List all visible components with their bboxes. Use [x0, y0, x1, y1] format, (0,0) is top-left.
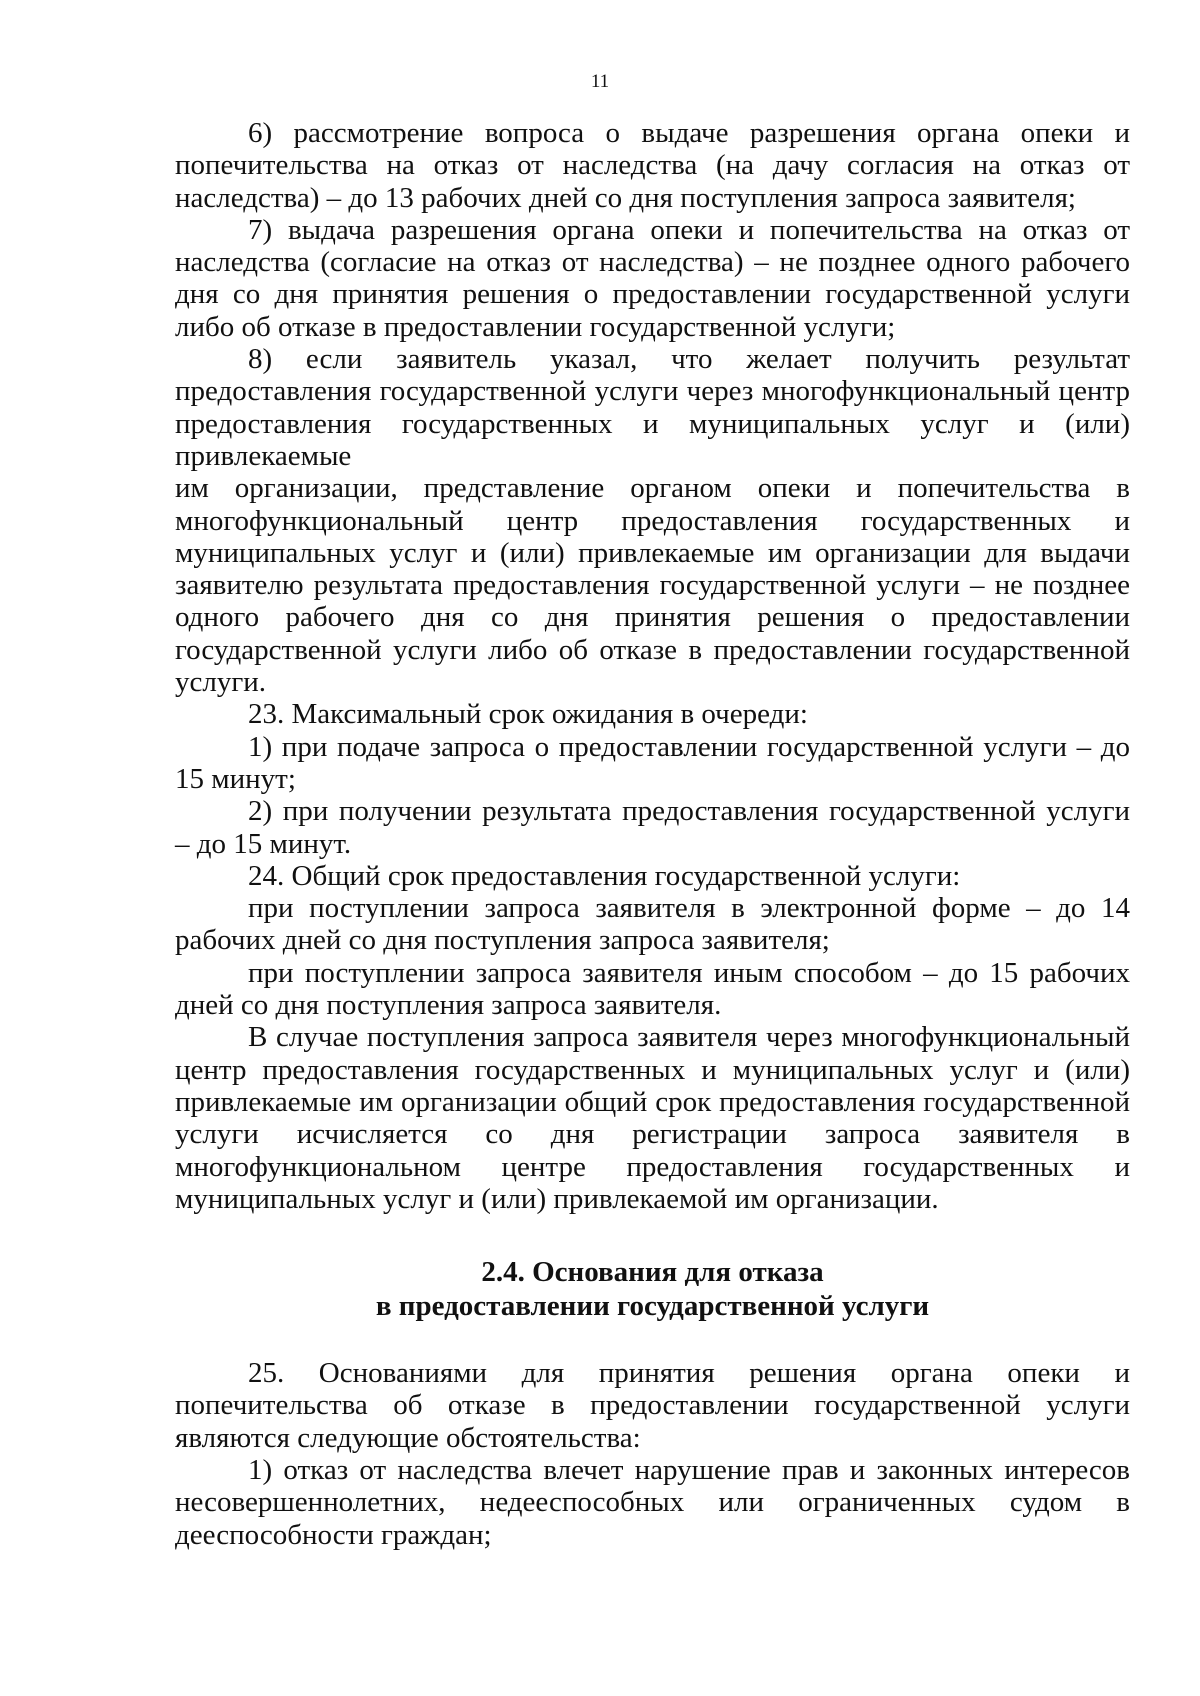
paragraph-item-8: 8) если заявитель указал, что желает получить результат предоставления государственной услуги через многофункциональный центр предоставления государственных и муниципальных услуг и (или) привлекаемые — [175, 343, 1130, 472]
paragraph-24-mfc: В случае поступления запроса заявителя через многофункциональный центр предоставления государственных и муниципальных услуг и (или) привлекаемые им организации общий срок предоставления государственной услуги исчисляется со дня регистрации запроса заявителя в многофункциональном центре предоставления государственных и муниципальных услуг и (или) привлекаемой им организации. — [175, 1021, 1130, 1215]
section-heading-line-2: в предоставлении государственной услуги — [375, 1290, 930, 1323]
paragraph-25-item-1: 1) отказ от наследства влечет нарушение прав и законных интересов несовершеннолетних, недееспособных или ограниченных судом в дееспособности граждан; — [175, 1453, 1130, 1551]
section-heading — [175, 1255, 1130, 1323]
paragraph-item-8-continued: им организации, представление органом опеки и попечительства в многофункциональный центр предоставления государственных и муниципальных услуг и (или) привлекаемые им организации для выдачи заявителю результата предоставления государственной услуги – не позднее одного рабочего дня со дня принятия решения о предоставлении государственной услуги либо об отказе в предоставлении государственной услуги. — [175, 472, 1130, 699]
paragraph-23-item-2: 2) при получении результата предоставления государственной услуги – до 15 минут. — [175, 795, 1130, 860]
document-body — [175, 117, 1130, 1551]
paragraph-25: 25. Основаниями для принятия решения органа опеки и попечительства об отказе в предоставлении государственной услуги являются следующие обстоятельства: — [175, 1357, 1130, 1454]
page-number: 11 — [590, 71, 610, 92]
paragraph-24-other-method: при поступлении запроса заявителя иным способом – до 15 рабочих дней со дня поступления запроса заявителя. — [175, 956, 1130, 1022]
paragraph-24: 24. Общий срок предоставления государственной услуги: — [248, 859, 961, 892]
paragraph-24-electronic: при поступлении запроса заявителя в электронной форме – до 14 рабочих дней со дня поступления запроса заявителя; — [175, 892, 1130, 957]
section-heading-line-1: 2.4. Основания для отказа — [481, 1256, 824, 1289]
paragraph-23-item-1: 1) при подаче запроса о предоставлении государственной услуги – до 15 минут; — [175, 730, 1130, 795]
paragraph-23: 23. Максимальный срок ожидания в очереди: — [248, 698, 808, 731]
paragraph-item-7: 7) выдача разрешения органа опеки и попечительства на отказ от наследства (согласие на отказ от наследства) – не позднее одного рабочего дня со дня принятия решения о предоставлении государственной услуги либо об отказе в предоставлении государственной услуги; — [175, 213, 1130, 343]
paragraph-item-6: 6) рассмотрение вопроса о выдаче разрешения органа опеки и попечительства на отказ от наследства (на дачу согласия на отказ от наследства) – до 13 рабочих дней со дня поступления запроса заявителя; — [175, 117, 1130, 214]
